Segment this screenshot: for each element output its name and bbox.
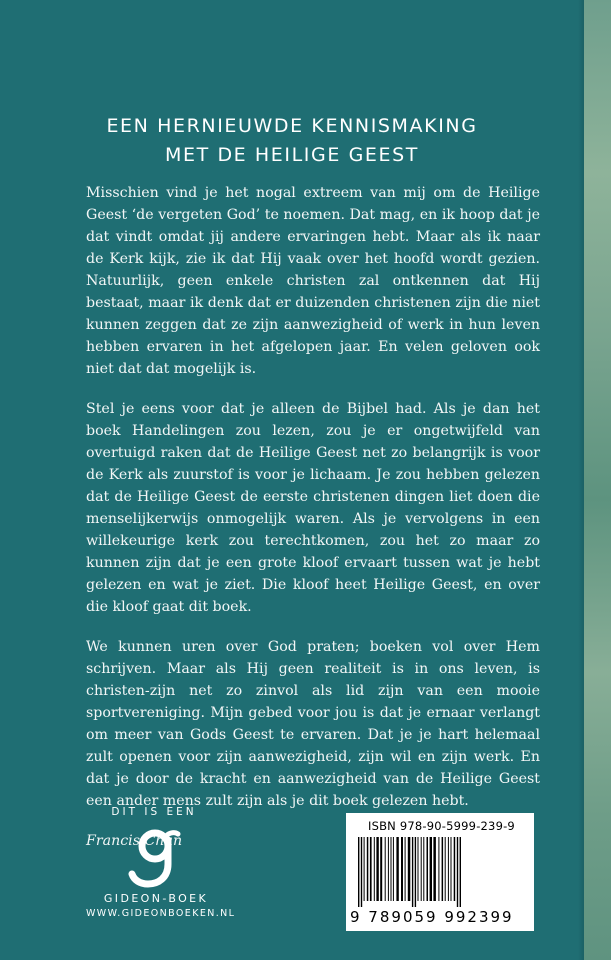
- barcode-bar: [457, 837, 458, 907]
- barcode-bar: [421, 837, 422, 901]
- spine-edge: [584, 0, 611, 960]
- back-cover-title: [0, 112, 584, 170]
- title-line-2: MET DE HEILIGE GEEST: [165, 144, 419, 166]
- blurb-paragraph-3: We kunnen uren over God praten; boeken vol over Hem schrijven. Maar als Hij geen realiteit is in ons leven, is christen-zijn net zo zinvol als lid zijn van een mooie sportvereniging. Mijn gebed voor jou is dat je ernaar verlangt om meer van Gods Geest te ervaren. Dat je je hart helemaal zult openen voor zijn aanwezigheid, zijn wil en zijn werk. En dat je door de kracht en aanwezigheid van de Heilige Geest een ander mens zult zijn als je dit boek gelezen hebt.: [86, 639, 540, 809]
- author-name: Francis Chan: [86, 833, 183, 849]
- isbn-label: ISBN 978-90-5999-239-9: [368, 819, 515, 833]
- barcode-bar: [415, 837, 416, 907]
- isbn-barcode: [346, 813, 534, 931]
- barcode-bar: [380, 837, 382, 901]
- barcode-bar: [448, 837, 449, 901]
- barcode-bar: [433, 837, 436, 901]
- barcode-bar: [364, 837, 365, 901]
- publisher-name: GIDEON-BOEK: [103, 892, 209, 905]
- barcode-bar: [412, 837, 413, 907]
- barcode-bar: [367, 837, 369, 901]
- blurb-text: [86, 182, 540, 870]
- barcode-bar: [418, 837, 419, 901]
- barcode-bar: [393, 837, 394, 901]
- barcode-bar: [361, 837, 362, 907]
- barcode-bar: [430, 837, 432, 901]
- barcode-bar: [442, 837, 444, 901]
- barcode-bar: [438, 837, 439, 901]
- title-line-1: EEN HERNIEUWDE KENNISMAKING: [106, 115, 478, 137]
- barcode-bar: [374, 837, 375, 901]
- isbn-digits: 9 789059 992399: [350, 908, 514, 926]
- barcode-bar: [385, 837, 386, 901]
- publisher-url: WWW.GIDEONBOEKEN.NL: [86, 908, 236, 919]
- barcode-bar: [358, 837, 359, 907]
- barcode-bar: [391, 837, 392, 901]
- barcode-bar: [376, 837, 378, 901]
- g-logo-icon: [128, 826, 184, 888]
- publisher-tagline: DIT IS EEN: [111, 806, 197, 818]
- barcode-bar: [460, 837, 461, 907]
- blurb-paragraph-1: Misschien vind je het nogal extreem van mij om de Heilige Geest ‘de vergeten God’ te noemen. Dat mag, en ik hoop dat je dat vindt omdat jij andere ervaringen hebt. Maar als ik naar de Kerk kijk, zie ik dat Hij vaak over het hoofd wordt gezien. Natuurlijk, geen enkele christen zal ontkennen dat Hij bestaat, maar ik denk dat er duizenden christenen zijn die niet kunnen zeggen dat ze zijn aanwezigheid of werk in hun leven hebben ervaren in het afgelopen jaar. En velen geloven ook niet dat dat mogelijk is.: [86, 185, 540, 377]
- publisher-logo: [86, 806, 236, 919]
- blurb-paragraph-2: Stel je eens voor dat je alleen de Bijbel had. Als je dan het boek Handelingen zou lezen, zou je er ongetwijfeld van overtuigd raken dat de Heilige Geest net zo belangrijk is voor de Kerk als zuurstof is voor je lichaam. Je zou hebben gelezen dat de Heilige Geest de eerste christenen dingen liet doen die menselijkerwijs onmogelijk waren. Als je vervolgens in een willekeurige kerk zou terechtkomen, zou het zo maar zo kunnen zijn dat je een grote kloof ervaart tussen wat je hebt gelezen en wat je ziet. Die kloof heet Heilige Geest, en over die kloof gaat dit boek.: [86, 401, 540, 615]
- barcode-bar: [408, 837, 411, 901]
- barcode-bar: [405, 837, 406, 901]
- barcode-bar: [396, 837, 398, 901]
- barcode-bar: [423, 837, 424, 901]
- barcode-bar: [445, 837, 446, 901]
- barcode-bar: [454, 837, 456, 901]
- barcode-bar: [388, 837, 389, 901]
- barcode-bar: [427, 837, 429, 901]
- barcode-bar: [401, 837, 403, 901]
- barcode-bars: [356, 837, 526, 907]
- barcode-bar: [451, 837, 452, 901]
- barcode-bar: [370, 837, 372, 901]
